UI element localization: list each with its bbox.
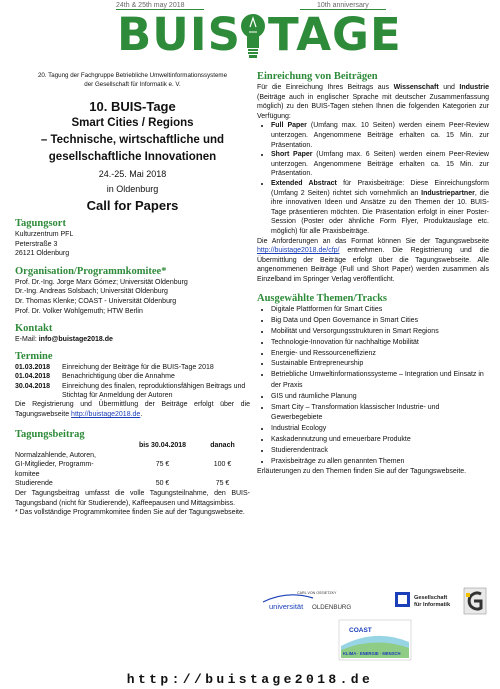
committee-footnote: * Das vollständige Programmkomitee finden Sie auf der Tagungswebseite. bbox=[15, 509, 245, 517]
uni-city: OLDENBURG bbox=[312, 604, 352, 611]
tracks-heading: Ausgewählte Themen/Tracks bbox=[257, 293, 387, 305]
gi-line-1: Gesellschaft bbox=[414, 595, 448, 601]
uni-name: universität bbox=[269, 602, 304, 611]
category-text: (Umfang max. 6 Seiten) werden einem Peer-Review unterzogen. Angenommene Beiträge erhalten ca. 15 Min. zur Präsentation. bbox=[271, 151, 489, 178]
submission-intro bbox=[257, 83, 489, 121]
call-for-papers: Call for Papers bbox=[86, 198, 179, 213]
fee-after bbox=[195, 470, 250, 480]
fee-until: 75 € bbox=[155, 461, 170, 469]
track-item: • Sustainable Entrepreneurship bbox=[271, 359, 489, 370]
coast-name: COAST bbox=[349, 627, 372, 634]
gi-logo bbox=[395, 588, 486, 614]
contact-email[interactable]: info@buistage2018.de bbox=[38, 336, 113, 344]
deadlines-heading: Termine bbox=[15, 350, 53, 362]
contact-email-label: E-Mail: bbox=[15, 336, 39, 344]
venue-line: Kulturzentrum PFL bbox=[15, 231, 74, 238]
left-column bbox=[15, 71, 250, 518]
fee-label: Studierende bbox=[15, 480, 53, 488]
track-item: • Industrial Ecology bbox=[271, 424, 489, 435]
intro-bold-industry: Industrie bbox=[459, 84, 489, 91]
conference-subtitle-2: gesellschaftliche Innovationen bbox=[48, 151, 217, 163]
organizer-line-1: 20. Tagung der Fachgruppe Betriebliche Umweltinformationssysteme bbox=[37, 72, 228, 79]
category-item bbox=[271, 121, 489, 150]
committee-member: Dr. Thomas Klenke; COAST - Universität Oldenburg bbox=[15, 297, 177, 305]
conference-title: Smart Cities / Regions bbox=[71, 117, 194, 129]
track-item: • Digitale Plattformen für Smart Cities bbox=[271, 305, 489, 316]
committee-heading: Organisation/Programmkomitee* bbox=[15, 265, 167, 277]
deadlines-note-text: Die Registrierung und Übermittlung der Beiträge erfolgt über die Tagungswebseite bbox=[15, 401, 250, 418]
deadlines-note bbox=[15, 400, 250, 419]
outro-text: Die Anforderungen an das Format können Sie der Tagungswebseite bbox=[257, 237, 489, 245]
deadlines-note-end: . bbox=[140, 410, 143, 418]
deadline-text: Benachrichtigung über die Annahme bbox=[62, 373, 175, 381]
conference-subtitle-1: – Technische, wirtschaftliche und bbox=[40, 134, 225, 146]
fee-col-until: bis 30.04.2018 bbox=[138, 441, 187, 449]
deadline-text: Einreichung der Beiträge für die BUIS-Tage 2018 bbox=[62, 363, 214, 371]
submission-outro bbox=[257, 237, 489, 285]
category-name: Full Paper bbox=[271, 122, 307, 130]
fee-after bbox=[195, 451, 250, 461]
anniversary-text: 10th anniversary bbox=[317, 2, 369, 9]
fee-until bbox=[130, 451, 195, 461]
conference-place: in Oldenburg bbox=[106, 184, 159, 194]
organizer-line-2: der Gesellschaft für Informatik e. V. bbox=[84, 81, 181, 88]
track-item: • Betriebliche Umweltinformationssysteme – Integration und Einsatz in der Praxis bbox=[271, 370, 489, 392]
fee-after: 75 € bbox=[215, 480, 230, 488]
committee-member: Prof. Dr.-Ing. Jorge Marx Gómez; Universität Oldenburg bbox=[15, 278, 188, 286]
committee-member: Prof. Dr. Volker Wohlgemuth; HTW Berlin bbox=[15, 307, 143, 315]
intro-bold-science: Wissenschaft bbox=[393, 84, 439, 91]
track-item: • Kaskadennutzung und erneuerbare Produkte bbox=[271, 435, 489, 446]
intro-text: (Beiträge auch in englischer Sprache mit deutscher Zusammenfassung möglich) zu den BUIS-Tagen stehen Ihnen die folgenden Kategorien zur Verfügung: bbox=[257, 93, 489, 120]
submission-heading: Einreichung von Beiträgen bbox=[257, 71, 378, 82]
category-name: Extended Abstract bbox=[271, 179, 337, 187]
category-text: (Umfang max. 10 Seiten) werden einem Peer-Review unterzogen. Angenommene Beiträge erhalten ca. 15 Min. zur Präsentation. bbox=[271, 122, 489, 149]
fee-row bbox=[15, 460, 250, 470]
category-name: Short Paper bbox=[271, 151, 313, 159]
track-item: • Smart City – Transformation klassischer Industrie- und Gewerbegebiete bbox=[271, 403, 489, 425]
track-item: • Praxisbeiträge zu allen genannten Themen bbox=[271, 457, 489, 468]
deadline-row bbox=[15, 372, 250, 381]
event-date-text: 24th & 25th may 2018 bbox=[116, 2, 185, 9]
committee-member: Dr.-Ing. Andreas Solsbach; Universität Oldenburg bbox=[15, 288, 168, 296]
track-item: • Mobilität und Versorgungsstrukturen in Smart Regions bbox=[271, 327, 489, 338]
right-column bbox=[257, 71, 489, 477]
deadline-row bbox=[15, 382, 250, 401]
university-oldenburg-logo bbox=[263, 591, 351, 611]
track-item: • Technologie-Innovation für nachhaltige Mobilität bbox=[271, 338, 489, 349]
fee-label: GI-Mitglieder, Programm- bbox=[15, 461, 94, 469]
partner-logos-graphic bbox=[257, 584, 489, 666]
category-item bbox=[271, 150, 489, 179]
category-text: , die ihre innovativen Ideen und Ansätze zu den Themen der 10. BUIS-Tage präsentieren möchten. Die Präsentation erfolgt in einer Poster-Session (Poster oder ähnliche Form Flyer, Produktauslage etc. möglich) für alle Praxisbeiträge. bbox=[271, 189, 489, 235]
fee-table-header bbox=[15, 441, 250, 451]
contact-email-line bbox=[15, 335, 250, 345]
category-bold-industry: Industriepartner bbox=[421, 189, 475, 197]
fee-until bbox=[130, 470, 195, 480]
category-item bbox=[271, 179, 489, 237]
deadline-date: 01.03.2018 bbox=[15, 363, 51, 371]
venue-heading: Tagungsort bbox=[15, 218, 66, 229]
header bbox=[0, 0, 500, 64]
fee-label: komitee bbox=[15, 470, 40, 478]
deadline-date: 30.04.2018 bbox=[15, 382, 51, 390]
website-link[interactable]: http://buistage2018.de bbox=[71, 410, 141, 418]
logo-buis: BUIS bbox=[117, 8, 241, 61]
conference-date: 24.-25. Mai 2018 bbox=[98, 169, 167, 179]
submission-categories bbox=[257, 121, 489, 236]
cfp-link[interactable]: http://buistage2018.de/cfp/ bbox=[257, 247, 340, 255]
uni-small-text: CARL VON OSSIETZKY bbox=[297, 591, 337, 595]
deadline-row bbox=[15, 363, 250, 372]
deadline-text: Einreichung des finalen, reproduktionsfähigen Beitrags und Stichtag für Anmeldung der Autoren bbox=[62, 382, 246, 399]
fee-after: 100 € bbox=[213, 461, 232, 469]
category-text: für Praxisbeiträge: Diese Einreichungsform (Umfang 2 Seiten) richtet sich vornehmlich an bbox=[271, 179, 489, 197]
gi-line-2: für Informatik bbox=[414, 602, 451, 608]
coast-logo bbox=[339, 620, 411, 660]
outro-text: entnehmen. Die Registrierung und die Übermittlung der Beiträge erfolgt über die Tagungswebseite. Alle angenommenen Beiträge (Full und Short Paper) werden zusammen als Einzelband im Springer Verlag veröffentlicht. bbox=[257, 247, 489, 283]
fee-heading: Tagungsbeitrag bbox=[15, 428, 85, 440]
edition-title: 10. BUIS-Tage bbox=[89, 99, 176, 114]
venue-line: Peterstraße 3 bbox=[15, 240, 58, 248]
fee-header-blank bbox=[15, 441, 130, 451]
track-item: • Studierendentrack bbox=[271, 446, 489, 457]
footer-url[interactable]: http://buistage2018.de bbox=[126, 672, 374, 687]
intro-text: und bbox=[438, 84, 460, 91]
tracks-list bbox=[257, 305, 489, 467]
fee-row bbox=[15, 470, 250, 480]
coast-tagline: KLIMA · ENERGIE · MENSCH bbox=[343, 651, 401, 656]
fee-col-after: danach bbox=[210, 441, 235, 449]
fee-label: Normalzahlende, Autoren, bbox=[15, 451, 96, 459]
deadline-date: 01.04.2018 bbox=[15, 373, 51, 381]
fee-row bbox=[15, 479, 250, 489]
fee-row bbox=[15, 451, 250, 461]
partner-logos bbox=[257, 584, 489, 666]
contact-heading: Kontakt bbox=[15, 323, 53, 335]
lightbulb-icon bbox=[238, 10, 268, 60]
fee-note: Der Tagungsbeitrag umfasst die volle Tagungsteilnahme, den BUIS-Tagungsband (nicht für Studierende), Kaffeepausen und Mittagsimbiss. bbox=[15, 489, 250, 507]
track-item: • GIS und räumliche Planung bbox=[271, 392, 489, 403]
tracks-outro: Erläuterungen zu den Themen finden Sie auf der Tagungswebseite. bbox=[257, 468, 467, 476]
logo-tage: TAGE bbox=[268, 8, 402, 61]
track-item: • Big Data und Open Governance in Smart Cities bbox=[271, 316, 489, 327]
intro-text: Für die Einreichung Ihres Beitrags aus bbox=[257, 84, 394, 91]
venue-line: 26121 Oldenburg bbox=[15, 250, 70, 258]
track-item: • Energie- und Ressourceneffizienz bbox=[271, 349, 489, 360]
fee-until: 50 € bbox=[155, 480, 170, 488]
